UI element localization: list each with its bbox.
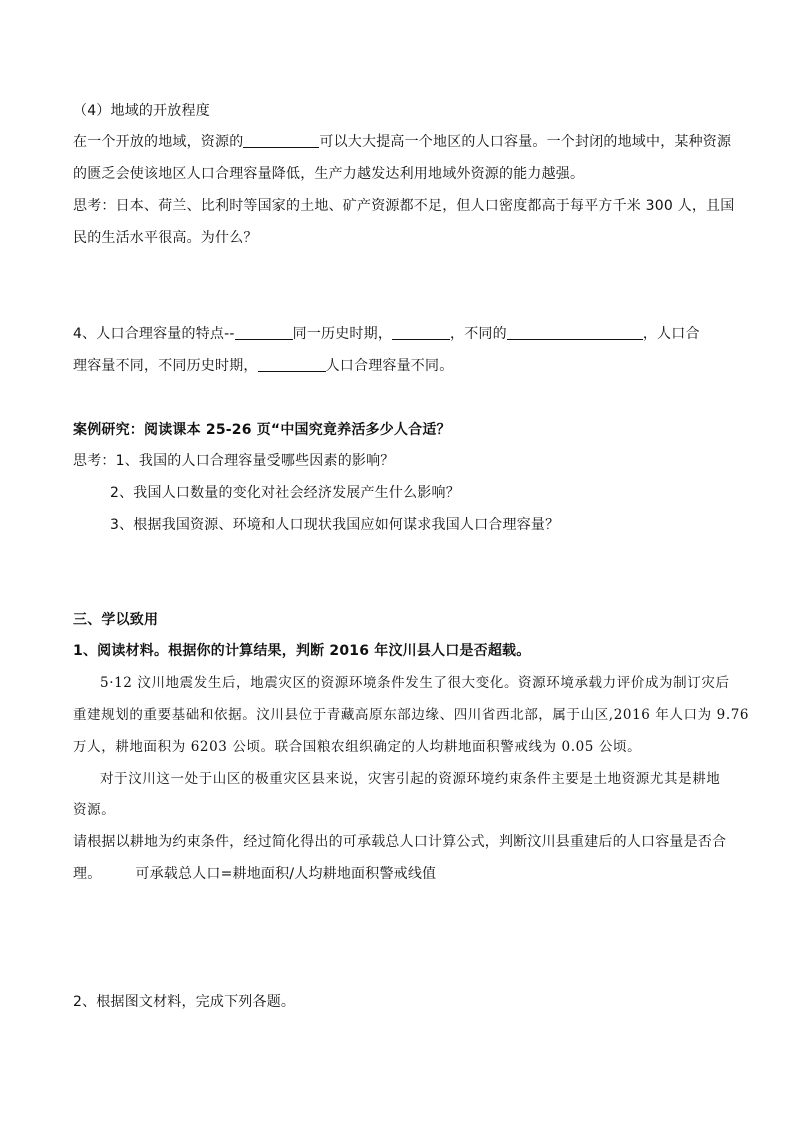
task-title (73, 641, 724, 661)
text-segment: 理。 (73, 866, 102, 882)
text-segment: 理容量不同，不同历史时期， (73, 358, 258, 374)
material-line (100, 673, 730, 693)
question-line (110, 483, 724, 503)
fill-blank[interactable] (392, 325, 450, 340)
text-segment: 人口合理容量不同。 (325, 358, 454, 374)
text-segment: 的匮乏会使该地区人口合理容量降低，生产力越发达利用地域外资源的能力越强。 (73, 166, 585, 182)
section-heading (73, 610, 724, 630)
text-segment: 1、阅读材料。根据你的计算结果，判断 2016 年汶川县人口是否超载。 (73, 643, 531, 659)
paragraph-line (73, 164, 724, 184)
fill-in-question (73, 356, 724, 376)
question-line (110, 515, 724, 535)
heading-text: （4）地域的开放程度 (73, 103, 210, 119)
text-segment: 可以大大提高一个地区的人口容量。一个封闭的地域中，某种资源 (319, 134, 732, 150)
text-segment: 5·12 汶川地震发生后，地震灾区的资源环境条件发生了很大变化。资源环境承载力评价成为制订灾后 (100, 675, 730, 691)
text-segment: 重建规划的重要基础和依据。汶川县位于青藏高原东部边缘、四川省西北部，属于山区,2016 年人口为 9.76 (73, 707, 750, 723)
instruction-line (73, 832, 727, 852)
material-line (73, 705, 750, 725)
text-segment: 3、根据我国资源、环境和人口现状我国应如何谋求我国人口合理容量？ (110, 517, 560, 533)
material-line (100, 769, 724, 789)
text-segment: 民的生活水平很高。为什么？ (73, 230, 258, 246)
text-segment: ，不同的 (450, 326, 507, 342)
text-segment: 思考：日本、荷兰、比利时等国家的土地、矿产资源都不足，但人口密度都高于每平方千米 300 人，且国 (73, 198, 735, 214)
question-line (73, 451, 724, 471)
fill-blank[interactable] (235, 325, 293, 340)
paragraph-line (73, 132, 732, 152)
text-segment: 在一个开放的地域，资源的 (73, 134, 244, 150)
text-segment: 2、我国人口数量的变化对社会经济发展产生什么影响？ (110, 485, 460, 501)
formula-text: 可承载总人口=耕地面积/人均耕地面积警戒线值 (135, 866, 437, 882)
text-segment: 对于汶川这一处于山区的极重灾区县来说，灾害引起的资源环境约束条件主要是土地资源尤其是耕地 (100, 771, 721, 787)
text-segment: 同一历史时期， (292, 326, 393, 342)
text-segment: 请根据以耕地为约束条件，经过简化得出的可承载总人口计算公式，判断汶川县重建后的人口容量是否合 (73, 834, 727, 850)
subsection-heading (73, 101, 724, 121)
material-line (73, 737, 724, 757)
text-segment: 案例研究：阅读课本 25-26 页“中国究竟养活多少人合适？ (73, 422, 451, 438)
text-segment: 三、学以致用 (73, 612, 159, 628)
text-segment: 2、根据图文材料，完成下列各题。 (73, 994, 296, 1010)
question-line (73, 196, 735, 216)
text-segment: 资源。 (73, 802, 116, 818)
fill-blank[interactable] (243, 133, 319, 148)
question-line (73, 228, 724, 248)
case-study-title (73, 420, 724, 440)
task-title (73, 992, 724, 1012)
material-line (73, 800, 724, 820)
instruction-line (73, 864, 724, 884)
text-segment: 思考：1、我国的人口合理容量受哪些因素的影响？ (73, 453, 395, 469)
text-segment: 4、人口合理容量的特点-- (73, 326, 235, 342)
text-segment: ，人口合 (642, 326, 700, 342)
fill-in-question (73, 324, 724, 344)
fill-blank[interactable] (507, 325, 643, 340)
text-segment: 万人，耕地面积为 6203 公顷。联合国粮农组织确定的人均耕地面积警戒线为 0.05 公顷。 (73, 739, 642, 755)
fill-blank[interactable] (258, 357, 326, 372)
